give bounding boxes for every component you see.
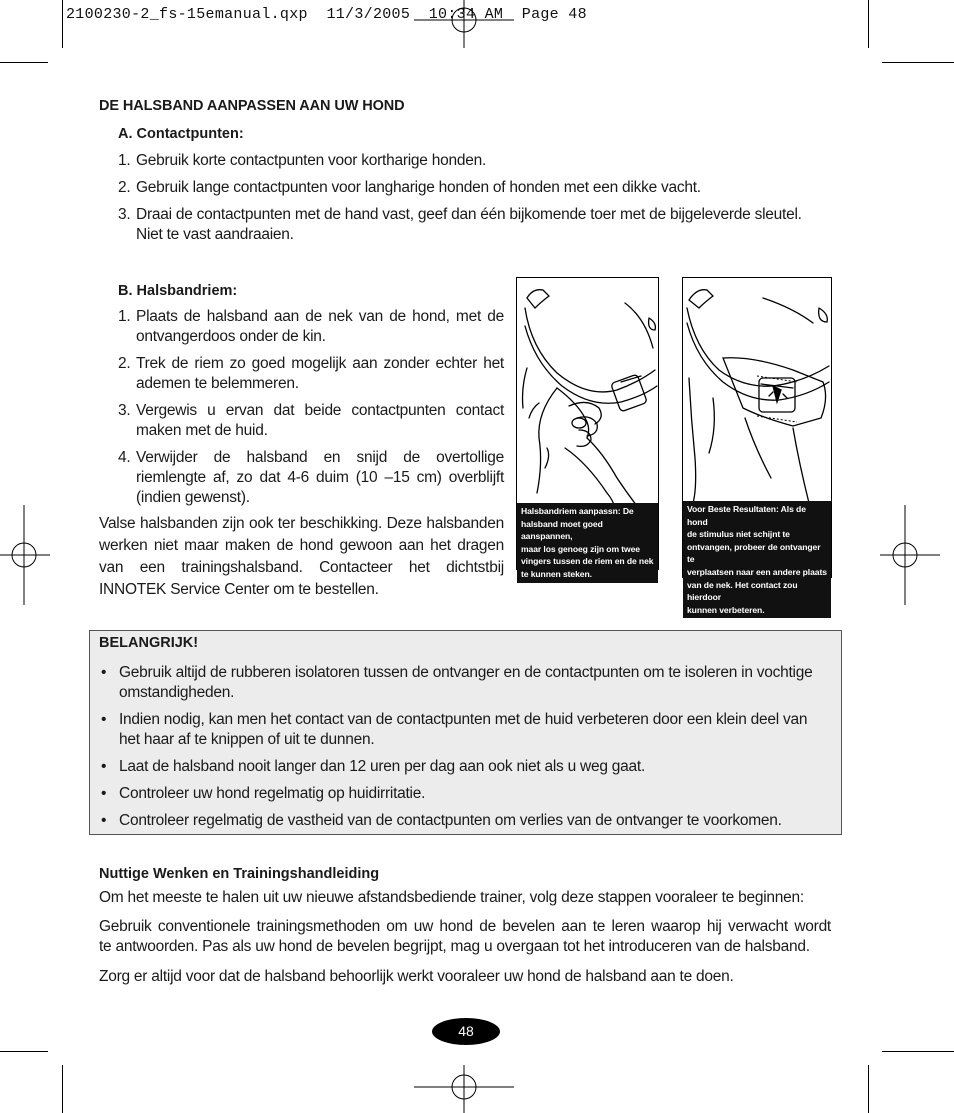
list-item [118, 307, 504, 347]
bullet-text: Laat de halsband nooit langer dan 12 uren per dag aan ook niet als u weg gaat. [119, 758, 645, 775]
figure-caption [517, 503, 658, 583]
caption-line: maar los genoeg zijn om twee [521, 543, 640, 554]
paragraph-line: van een trainingshalsband. Contacteer het dichtstbij [99, 559, 504, 576]
list-text: Gebruik korte contactpunten voor kortharige honden. [136, 152, 487, 169]
caption-line: verplaatsen naar een andere plaats [687, 566, 827, 577]
list-item [118, 205, 838, 245]
paragraph-line: INNOTEK Service Center om te bestellen. [99, 581, 379, 598]
caption-line: Halsbandriem aanpassn: De [521, 506, 634, 516]
caption-line: vingers tussen de riem en de nek [521, 556, 654, 567]
caption-line: de stimulus niet schijnt te [687, 529, 790, 540]
list-number: 4. [118, 449, 131, 466]
receiver-position-illustration [683, 278, 831, 503]
notice-bullet [99, 757, 834, 777]
list-item [118, 178, 838, 198]
page-title: DE HALSBAND AANPASSEN AAN UW HOND [99, 98, 405, 114]
caption-line: ontvangen, probeer de ontvanger te [687, 541, 821, 565]
tips-paragraph [99, 917, 831, 957]
paragraph-line: Gebruik conventionele trainingsmethoden om uw hond de bevelen aan te leren waarop hij verwacht wordt [99, 918, 831, 935]
list-text: Plaats de halsband aan de nek van de hond, met de [136, 308, 504, 325]
bullet-text: het haar af te knippen of uit te dunnen. [119, 731, 375, 748]
list-text: (indien gewenst). [136, 489, 250, 506]
list-number: 1. [118, 152, 131, 169]
notice-bullet [99, 663, 834, 703]
crop-mark [868, 0, 869, 48]
list-text: Vergewis u ervan dat beide contactpunten contact [136, 402, 504, 419]
caption-line: van de nek. Het contact zou hierdoor [687, 579, 798, 603]
registration-mark-right [880, 505, 940, 605]
crop-mark [882, 62, 954, 63]
list-number: 3. [118, 206, 131, 223]
collar-fit-illustration [517, 278, 658, 508]
tips-paragraph: Zorg er altijd voor dat de halsband behoorlijk werkt vooraleer uw hond de halsband aan te doen. [99, 968, 734, 985]
tips-heading: Nuttige Wenken en Trainingshandleiding [99, 866, 380, 882]
crop-mark [62, 1065, 63, 1113]
figure-collar-fit [516, 277, 659, 579]
paragraph-line: te antwoorden. Pas als uw hond de bevelen begrijpt, mag u overgaan tot het introduceren van de halsband. [99, 938, 810, 955]
bullet-text: Controleer uw hond regelmatig op huidirritatie. [119, 785, 426, 802]
list-item [118, 448, 504, 508]
paragraph-line: Valse halsbanden zijn ook ter beschikking. Deze halsbanden [99, 515, 504, 532]
registration-mark-bottom [414, 1063, 514, 1113]
crop-mark [62, 0, 63, 48]
caption-line: kunnen verbeteren. [687, 604, 765, 615]
notice-bullet [99, 811, 834, 831]
bullet-dot: • [101, 758, 107, 775]
bullet-dot: • [101, 785, 107, 802]
list-text: ademen te belemmeren. [136, 375, 299, 392]
caption-line: halsband moet goed aanspannen, [521, 518, 603, 542]
section-a-heading: A. Contactpunten: [118, 126, 244, 142]
notice-heading: BELANGRIJK! [99, 635, 199, 651]
crop-mark [882, 1051, 954, 1052]
list-item [118, 354, 504, 394]
notice-bullet [99, 784, 834, 804]
list-text: Niet te vast aandraaien. [136, 226, 294, 243]
tips-paragraph: Om het meeste te halen uit uw nieuwe afstandsbediende trainer, volg deze stappen vooraleer te beginnen: [99, 889, 804, 906]
list-number: 2. [118, 179, 131, 196]
list-text: Verwijder de halsband en snijd de overtollige [136, 449, 504, 466]
bullet-text: omstandigheden. [119, 684, 235, 701]
paragraph-line: werken niet maar maken de hond gewoon aan het dragen [99, 537, 504, 554]
list-number: 3. [118, 402, 131, 419]
crop-mark [0, 1051, 48, 1052]
list-item [118, 151, 838, 171]
list-text: maken met de huid. [136, 422, 268, 439]
bullet-dot: • [101, 812, 107, 829]
important-notice [89, 630, 842, 835]
registration-mark-left [0, 505, 50, 605]
list-number: 2. [118, 355, 131, 372]
figure-caption [683, 501, 831, 618]
bullet-text: Controleer regelmatig de vastheid van de contactpunten om verlies van de ontvanger te voorkomen. [119, 812, 782, 829]
figure-receiver-position [682, 277, 832, 615]
list-text: ontvangerdoos onder de kin. [136, 328, 326, 345]
notice-bullet [99, 710, 834, 750]
list-item [118, 401, 504, 441]
crop-mark [868, 1065, 869, 1113]
print-slug: 2100230-2_fs-15emanual.qxp 11/3/2005 10:34 AM Page 48 [66, 6, 587, 23]
crop-mark [0, 62, 48, 63]
list-text: Gebruik lange contactpunten voor langharige honden of honden met een dikke vacht. [136, 179, 701, 196]
list-text: Trek de riem zo goed mogelijk aan zonder echter het [136, 355, 504, 372]
bullet-dot: • [101, 664, 107, 681]
list-text: riemlengte af, zo dat 4-6 duim (10 –15 cm) overblijft [136, 469, 504, 486]
registration-mark-top [414, 0, 514, 50]
caption-line: Voor Beste Resultaten: Als de hond [687, 504, 806, 527]
section-b-heading: B. Halsbandriem: [118, 283, 238, 299]
list-number: 1. [118, 308, 131, 325]
page-number: 48 [432, 1018, 500, 1045]
bullet-text: Indien nodig, kan men het contact van de contactpunten met de huid verbeteren door een klein deel van [119, 711, 808, 728]
bullet-text: Gebruik altijd de rubberen isolatoren tussen de ontvanger en de contactpunten om te isoleren in vochtige [119, 664, 813, 681]
caption-line: te kunnen steken. [521, 568, 592, 579]
false-collar-paragraph [99, 513, 504, 601]
bullet-dot: • [101, 711, 107, 728]
list-text: Draai de contactpunten met de hand vast, geef dan één bijkomende toer met de bijgeleverde sleutel. [136, 206, 802, 223]
